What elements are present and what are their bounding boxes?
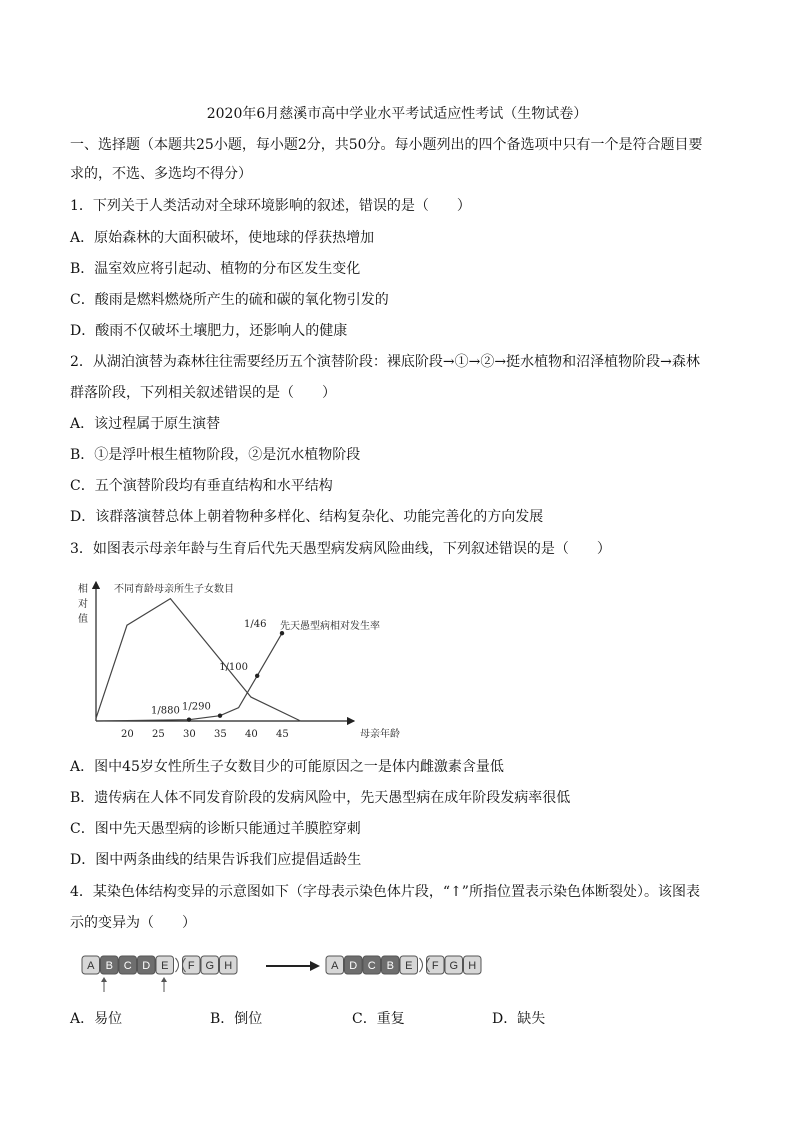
chromosome-before-segment-letter: B — [105, 960, 113, 972]
q3-stem: 3．如图表示母亲年龄与生育后代先天愚型病发病风险曲线，下列叙述错误的是（ ） — [70, 541, 611, 557]
chromosome-before-segment-letter: H — [224, 960, 233, 972]
chromosome-after-segment-letter: G — [449, 960, 459, 972]
q3-option-d: D．图中两条曲线的结果告诉我们应提倡适龄生 — [70, 852, 362, 868]
exam-title: 2020年6月慈溪市高中学业水平考试适应性考试（生物试卷） — [206, 106, 588, 122]
q3-option-c: C．图中先天愚型病的诊断只能通过羊膜腔穿刺 — [70, 821, 361, 837]
risk-data-point — [255, 674, 259, 678]
chromosome-before — [82, 956, 237, 974]
q1-option-d: D．酸雨不仅破坏土壤肥力，还影响人的健康 — [70, 323, 348, 339]
y-axis-label-char-2: 对 — [78, 599, 88, 610]
risk-point-label: 1/46 — [244, 619, 267, 631]
chromosome-diagram — [78, 952, 508, 994]
x-axis-label: 母亲年龄 — [360, 729, 400, 740]
breakpoint-arrow-1-head — [101, 977, 107, 982]
x-tick-label: 45 — [276, 729, 289, 740]
q3-chart — [72, 578, 432, 752]
x-tick-label: 40 — [245, 729, 258, 740]
q4-option-a: A．易位 — [70, 1011, 123, 1027]
q2-option-b: B．①是浮叶根生植物阶段，②是沉水植物阶段 — [70, 447, 361, 463]
legend-children-count: 不同育龄母亲所生子女数目 — [114, 584, 234, 595]
risk-point-label: 1/100 — [219, 661, 249, 673]
y-axis-label-char-1: 相 — [78, 584, 88, 595]
q3-option-b: B．遗传病在人体不同发育阶段的发病风险中，先天愚型病在成年阶段发病率很低 — [70, 790, 571, 806]
risk-point-label: 1/880 — [151, 705, 180, 717]
chromosome-before-segment-letter: C — [123, 960, 132, 972]
q2-stem-line-1: 2．从湖泊演替为森林往往需要经历五个演替阶段：裸底阶段→①→②→挺水植物和沼泽植物阶段→森林 — [70, 354, 700, 370]
q4-option-c: C．重复 — [352, 1011, 405, 1027]
risk-data-point — [187, 717, 191, 721]
x-tick-label: 30 — [183, 729, 196, 740]
chromosome-after-segment-letter: A — [331, 960, 339, 972]
chromosome-after-segment-letter: H — [468, 960, 477, 972]
breakpoint-arrow-2-head — [161, 977, 167, 982]
chromosome-before-segment-letter: A — [87, 960, 95, 972]
q2-option-a: A．该过程属于原生演替 — [70, 416, 221, 432]
chromosome-before-segment-letter: E — [161, 960, 169, 972]
x-tick-label: 25 — [152, 729, 165, 740]
q1-option-c: C．酸雨是燃料燃烧所产生的硫和碳的氧化物引发的 — [70, 292, 389, 308]
chromosome-after-segment-letter: F — [431, 960, 439, 972]
age-risk-chart — [72, 578, 432, 748]
x-tick-label: 20 — [121, 729, 134, 740]
risk-data-point — [218, 713, 222, 717]
q2-stem-line-2: 群落阶段，下列相关叙述错误的是（ ） — [70, 385, 336, 401]
q1-stem: 1．下列关于人类活动对全球环境影响的叙述，错误的是（ ） — [70, 198, 471, 214]
chromosome-after-segment-letter: C — [367, 960, 376, 972]
chromosome-after — [326, 956, 481, 974]
y-axis-label-char-3: 值 — [78, 614, 88, 625]
chromosome-after-segment-letter: E — [405, 960, 413, 972]
chromosome-after-segment-letter: D — [349, 960, 358, 972]
q2-option-d: D．该群落演替总体上朝着物种多样化、结构复杂化、功能完善化的方向发展 — [70, 509, 544, 525]
q1-option-b: B．温室效应将引起动、植物的分布区发生变化 — [70, 261, 361, 277]
q4-option-b: B．倒位 — [210, 1011, 263, 1027]
chromosome-before-segment-letter: D — [142, 960, 151, 972]
chromosome-after-segment-letter: B — [386, 960, 394, 972]
x-tick-label: 35 — [214, 729, 227, 740]
chromosome-figure — [78, 952, 508, 998]
chromosome-before-segment-letter: F — [187, 960, 195, 972]
q4-stem-line-2: 示的变异为（ ） — [70, 915, 196, 931]
q1-option-a: A．原始森林的大面积破坏，使地球的俘获热增加 — [70, 230, 375, 246]
q4-stem-line-1: 4．某染色体结构变异的示意图如下（字母表示染色体片段，“↑”所指位置表示染色体断裂处）。该图表 — [70, 884, 700, 900]
section-intro-line-2: 求的，不选、多选均不得分） — [70, 166, 252, 182]
q3-option-a: A．图中45岁女性所生子女数目少的可能原因之一是体内雌激素含量低 — [70, 759, 504, 775]
transform-arrow-head — [310, 961, 320, 971]
q4-option-d: D．缺失 — [492, 1011, 546, 1027]
risk-point-label: 1/290 — [182, 701, 211, 713]
legend-down-syndrome-risk: 先天愚型病相对发生率 — [280, 621, 380, 632]
section-intro-line-1: 一、选择题（本题共25小题，每小题2分，共50分。每小题列出的四个备选项中只有一个是符合题目要 — [70, 137, 703, 153]
chromosome-before-segment-letter: G — [205, 960, 215, 972]
q2-option-c: C．五个演替阶段均有垂直结构和水平结构 — [70, 478, 333, 494]
